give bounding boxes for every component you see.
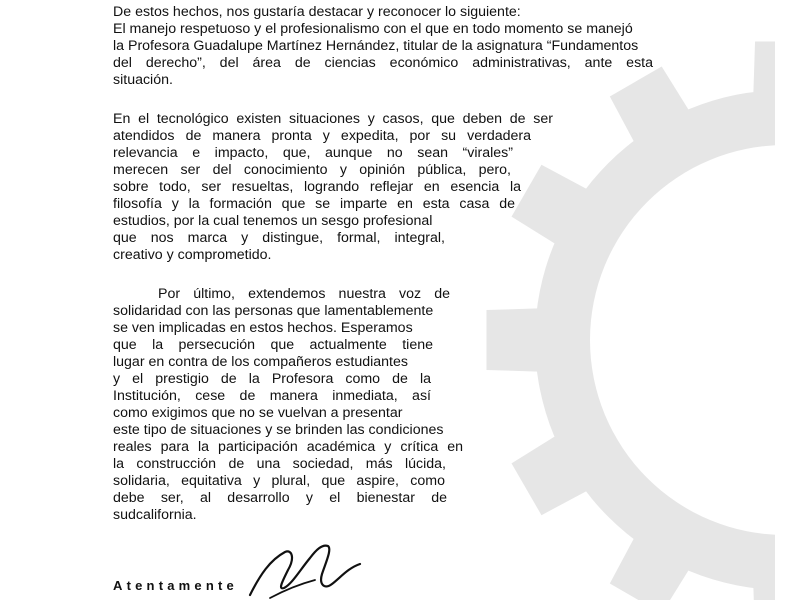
text-line: Por último, extendemos nuestra voz de <box>158 286 450 302</box>
text-line: estudios, por la cual tenemos un sesgo profesional <box>113 213 433 229</box>
text-line: que la persecución que actualmente tiene <box>113 337 433 353</box>
text-line: la construcción de una sociedad, más lúcida, <box>113 456 446 472</box>
text-line: solidaria, equitativa y plural, que aspire, como <box>113 473 445 489</box>
text-line: como exigimos que no se vuelvan a presentar <box>113 405 403 421</box>
text-line: De estos hechos, nos gustaría destacar y reconocer lo siguiente: <box>113 4 521 20</box>
text-line: del derecho”, del área de ciencias económico administrativas, ante esta <box>113 55 653 71</box>
text-line: filosofía y la formación que se imparte en esta casa de <box>113 196 515 212</box>
text-line: merecen ser del conocimiento y opinión pública, pero, <box>113 162 511 178</box>
text-line: lugar en contra de los compañeros estudiantes <box>113 354 408 370</box>
text-line: El manejo respetuoso y el profesionalismo con el que en todo momento se manejó <box>113 21 633 37</box>
text-line: y el prestigio de la Profesora como de la <box>113 371 431 387</box>
text-line: relevancia e impacto, que, aunque no sean “virales” <box>113 145 513 161</box>
text-line: este tipo de situaciones y se brinden las condiciones <box>113 422 444 438</box>
text-line: sobre todo, ser resueltas, logrando reflejar en esencia la <box>113 179 521 195</box>
text-line: la Profesora Guadalupe Martínez Hernández, titular de la asignatura “Fundamentos <box>113 38 639 54</box>
gear-tooth <box>486 308 542 372</box>
text-line: que nos marca y distingue, formal, integral, <box>113 230 445 246</box>
text-line: situación. <box>113 72 173 88</box>
text-line: Institución, cese de manera inmediata, así <box>113 388 431 404</box>
text-line: sudcalifornia. <box>113 507 197 523</box>
page-edge <box>775 0 800 600</box>
closing-atentamente: Atentamente <box>113 578 238 593</box>
text-line: debe ser, al desarrollo y el bienestar de <box>113 490 447 506</box>
text-line: creativo y comprometido. <box>113 247 272 263</box>
text-line: reales para la participación académica y crítica en <box>113 439 463 455</box>
text-line: atendidos de manera pronta y expedita, por su verdadera <box>113 128 531 144</box>
text-line: se ven implicadas en estos hechos. Esperamos <box>113 320 413 336</box>
text-line: solidaridad con las personas que lamentablemente <box>113 303 434 319</box>
text-line: En el tecnológico existen situaciones y casos, que deben de ser <box>113 111 553 127</box>
handwritten-signature <box>240 540 370 600</box>
